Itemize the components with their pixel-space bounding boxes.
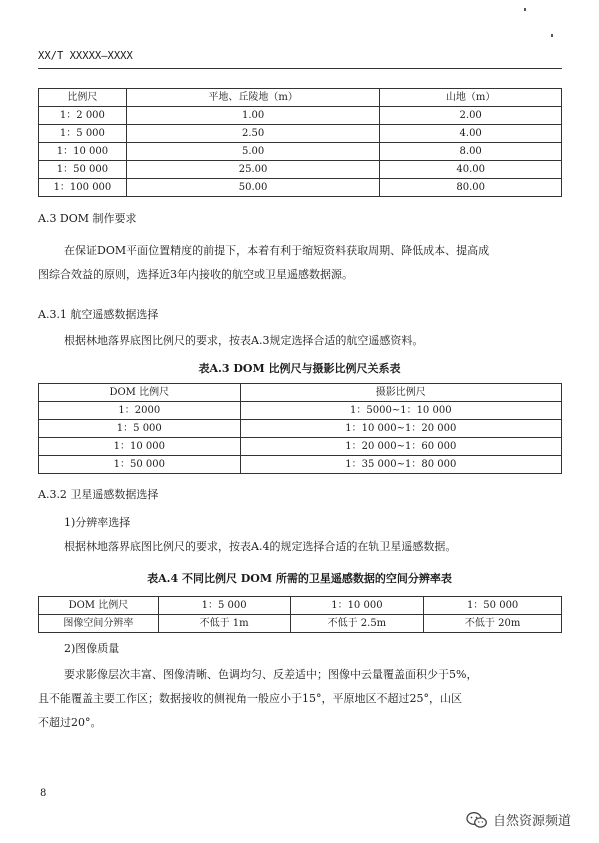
table-caption: 表A.3 DOM 比例尺与摄影比例尺关系表	[198, 362, 401, 375]
paragraph-line: 根据林地落界底图比例尺的要求，按表A.4的规定选择合适的在轨卫星遥感数据。	[64, 540, 457, 553]
table-cell: 5.00	[126, 143, 379, 161]
table-cell: 1：5 000	[158, 597, 290, 615]
watermark	[466, 810, 571, 829]
table-cell: 1：10 000~1：20 000	[240, 420, 561, 438]
list-item-label: 1)分辨率选择	[64, 516, 131, 529]
table-header-cell: 山地（m）	[380, 89, 562, 107]
table-row	[39, 420, 562, 438]
table-row	[39, 615, 562, 633]
table-cell: 1.00	[126, 107, 379, 125]
table-cell: DOM 比例尺	[39, 597, 159, 615]
table-cell: 50.00	[126, 179, 379, 197]
paragraph-line: 不超过20°。	[38, 716, 102, 729]
table-cell: 1：2 000	[39, 107, 127, 125]
table-cell: 1：50 000	[424, 597, 562, 615]
table-header-cell: 摄影比例尺	[240, 384, 561, 402]
table-caption: 表A.4 不同比例尺 DOM 所需的卫星遥感数据的空间分辨率表	[147, 572, 452, 585]
paragraph-line: 根据林地落界底图比例尺的要求，按表A.3规定选择合适的航空遥感资料。	[64, 334, 424, 347]
section-heading-a32: A.3.2 卫星遥感数据选择	[38, 488, 159, 501]
table-cell: 1：2000	[39, 402, 241, 420]
wechat-icon	[466, 811, 488, 829]
table-cell: 不低于 1m	[158, 615, 290, 633]
table-header-cell: 平地、丘陵地（m）	[126, 89, 379, 107]
paragraph-line: 在保证DOM平面位置精度的前提下，本着有利于缩短资料获取周期、降低成本、提高成	[64, 244, 490, 257]
table-cell: 80.00	[380, 179, 562, 197]
table-cell: 不低于 20m	[424, 615, 562, 633]
table-row	[39, 179, 562, 197]
table-cell: 1：50 000	[39, 456, 241, 474]
table-cell: 1：100 000	[39, 179, 127, 197]
table-header-row	[39, 384, 562, 402]
table-cell: 2.50	[126, 125, 379, 143]
table-row	[39, 143, 562, 161]
paragraph-line: 且不能覆盖主要工作区；数据接收的侧视角一般应小于15°，平原地区不超过25°，山区	[38, 692, 462, 705]
table-cell: 1：35 000~1：80 000	[240, 456, 561, 474]
table-cell: 图像空间分辨率	[39, 615, 159, 633]
table-cell: 1：10 000	[290, 597, 424, 615]
table-cell: 2.00	[380, 107, 562, 125]
watermark-text: 自然资源频道	[492, 814, 571, 829]
table-cell: 1：10 000	[39, 438, 241, 456]
table-cell: 1：5000~1：10 000	[240, 402, 561, 420]
document-code: XX/T XXXXX—XXXX	[38, 50, 133, 62]
table-cell: 40.00	[380, 161, 562, 179]
section-heading-a3: A.3 DOM 制作要求	[38, 212, 137, 225]
scan-speck	[551, 34, 553, 37]
table-row	[39, 107, 562, 125]
table-row	[39, 597, 562, 615]
table-cell: 1：50 000	[39, 161, 127, 179]
table-row	[39, 402, 562, 420]
scan-speck	[524, 8, 526, 11]
table-cell: 不低于 2.5m	[290, 615, 424, 633]
table-cell: 1：20 000~1：60 000	[240, 438, 561, 456]
table-cell: 4.00	[380, 125, 562, 143]
table-row	[39, 125, 562, 143]
header-rule	[38, 68, 562, 69]
table-cell: 25.00	[126, 161, 379, 179]
table-row	[39, 161, 562, 179]
page-number: 8	[40, 788, 47, 799]
table-cell: 1：10 000	[39, 143, 127, 161]
table-row	[39, 456, 562, 474]
paragraph-line: 图综合效益的原则，选择近3年内接收的航空或卫星遥感数据源。	[38, 268, 353, 281]
section-heading-a31: A.3.1 航空遥感数据选择	[38, 308, 159, 321]
paragraph-line: 要求影像层次丰富、图像清晰、色调均匀、反差适中；图像中云量覆盖面积少于5%，	[64, 668, 478, 681]
dom-photo-scale-table	[38, 383, 562, 474]
table-cell: 1：5 000	[39, 420, 241, 438]
table-row	[39, 438, 562, 456]
list-item-label: 2)图像质量	[64, 642, 120, 655]
table-header-row	[39, 89, 562, 107]
table-cell: 8.00	[380, 143, 562, 161]
table-header-cell: 比例尺	[39, 89, 127, 107]
satellite-resolution-table	[38, 596, 562, 633]
precision-table	[38, 88, 562, 197]
table-cell: 1：5 000	[39, 125, 127, 143]
table-header-cell: DOM 比例尺	[39, 384, 241, 402]
